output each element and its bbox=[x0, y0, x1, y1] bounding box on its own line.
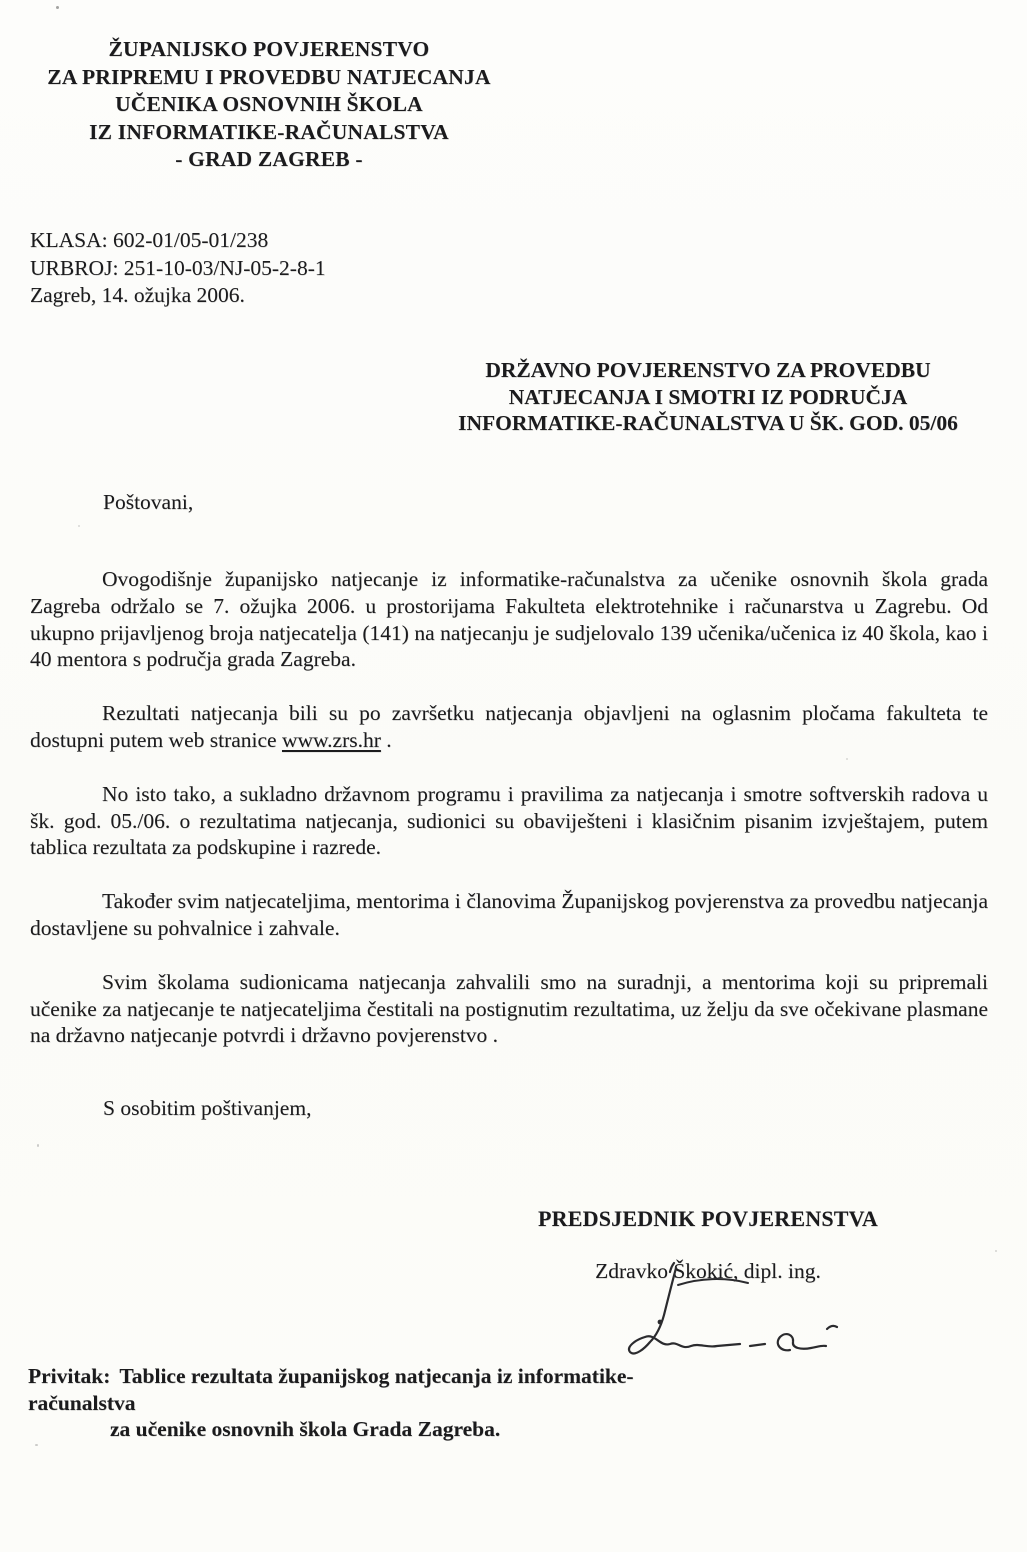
letter-body bbox=[30, 566, 988, 1076]
recipient-line-3: INFORMATIKE-RAČUNALSTVA U ŠK. GOD. 05/06 bbox=[458, 411, 958, 435]
scan-speck bbox=[37, 1144, 39, 1147]
scan-speck bbox=[846, 758, 848, 760]
reference-block bbox=[30, 227, 326, 310]
recipient-block bbox=[425, 357, 991, 437]
letterhead-line-5: - GRAD ZAGREB - bbox=[175, 147, 363, 171]
scan-speck bbox=[995, 1250, 997, 1252]
scan-speck bbox=[56, 6, 59, 9]
letterhead-line-1: ŽUPANIJSKO POVJERENSTVO bbox=[108, 37, 430, 61]
paragraph-2-period: . bbox=[380, 727, 392, 752]
paragraph-2 bbox=[30, 700, 988, 754]
paragraph-4: Također svim natjecateljima, mentorima i članovima Županijskog povjerenstva za provedbu natjecanja dostavljene su pohvalnice i zahvale. bbox=[30, 889, 988, 940]
letterhead bbox=[38, 36, 500, 174]
paragraph-3: No isto tako, a sukladno državnom programu i pravilima za natjecanja i smotre softverskih radova u šk. god. 05./06. o rezultatima natjecanja, sudionici su obaviješteni i klasičnim pisanim izvještajem, putem tablica rezultata za podskupine i razrede. bbox=[30, 781, 988, 860]
signature-scribble bbox=[622, 1258, 862, 1368]
recipient-line-1: DRŽAVNO POVJERENSTVO ZA PROVEDBU bbox=[485, 358, 931, 382]
attachment-label: Privitak: bbox=[28, 1364, 111, 1388]
urbroj-line: URBROJ: 251-10-03/NJ-05-2-8-1 bbox=[30, 255, 326, 280]
salutation: Poštovani, bbox=[103, 490, 194, 514]
scan-speck bbox=[78, 525, 80, 527]
letterhead-line-3: UČENIKA OSNOVNIH ŠKOLA bbox=[115, 92, 423, 116]
closing: S osobitim poštivanjem, bbox=[103, 1096, 312, 1120]
attachment-line-2: za učenike osnovnih škola Grada Zagreba. bbox=[110, 1417, 501, 1441]
paragraph-1: Ovogodišnje županijsko natjecanje iz informatike-računalstva za učenike osnovnih škola grada Zagreba održalo se 7. ožujka 2006. u prostorijama Fakulteta elektrotehnike i računarstva u Zagrebu. Od ukupno prijavljenog broja natjecatelja (141) na natjecanju je sudjelovalo 139 učenika/učenica iz 40 škola, kao i 40 mentora s područja grada Zagreba. bbox=[30, 567, 988, 672]
attachment-note bbox=[28, 1363, 728, 1443]
attachment-line-1 bbox=[28, 1363, 728, 1416]
klasa-line: KLASA: 602-01/05-01/238 bbox=[30, 228, 269, 252]
scan-speck bbox=[168, 48, 170, 50]
letterhead-line-2: ZA PRIPREMU I PROVEDBU NATJECANJA bbox=[47, 64, 491, 89]
scan-speck bbox=[35, 1444, 38, 1446]
web-link: www.zrs.hr bbox=[281, 727, 381, 752]
attachment-line-1-text: Tablice rezultata županijskog natjecanja iz informatike-računalstva bbox=[28, 1364, 634, 1415]
recipient-line-2: NATJECANJA I SMOTRI IZ PODRUČJA bbox=[508, 384, 908, 409]
place-date-line: Zagreb, 14. ožujka 2006. bbox=[30, 283, 245, 307]
paragraph-2-text: Rezultati natjecanja bili su po završetku natjecanja objavljeni na oglasnim pločama fakulteta te dostupni putem web stranice bbox=[30, 701, 988, 752]
signatory-name: Zdravko Škokić, dipl. ing. bbox=[595, 1259, 821, 1283]
signature-title: PREDSJEDNIK POVJERENSTVA bbox=[538, 1206, 878, 1231]
letterhead-line-4: IZ INFORMATIKE-RAČUNALSTVA bbox=[89, 119, 449, 144]
paragraph-5: Svim školama sudionicama natjecanja zahvalili smo na suradnji, a mentorima koji su pripremali učenike za natjecanje te natjecateljima čestitali na postignutim rezultatima, uz želju da sve očekivane plasmane na državno natjecanje potvrdi i državno povjerenstvo . bbox=[30, 969, 988, 1048]
